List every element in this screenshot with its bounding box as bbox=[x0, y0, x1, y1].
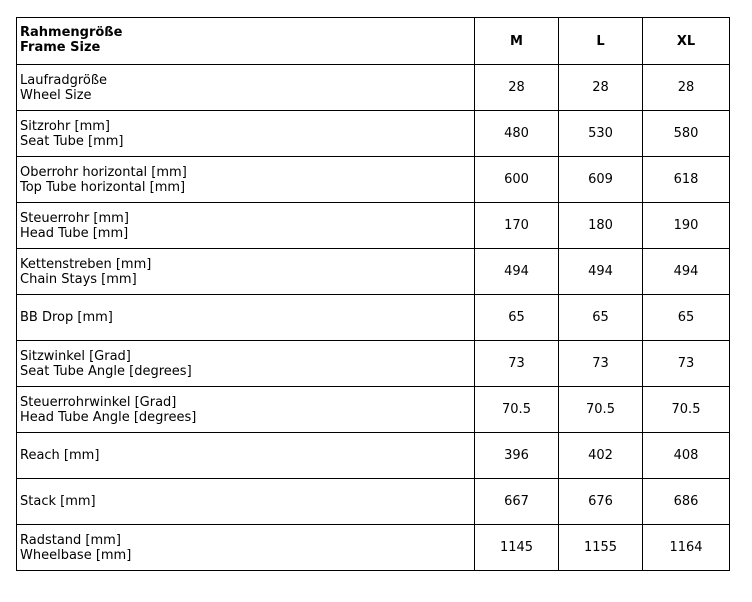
row-label-de: Stack [mm] bbox=[20, 494, 96, 509]
row-label bbox=[17, 341, 475, 387]
value-cell-xl: 190 bbox=[643, 203, 730, 249]
value-cell-xl: 408 bbox=[643, 433, 730, 479]
size-header-l: L bbox=[559, 18, 643, 65]
table-row bbox=[17, 157, 730, 203]
row-label-de: Reach [mm] bbox=[20, 448, 100, 463]
row-label-de: Laufradgröße bbox=[20, 72, 108, 88]
value-cell-l: 28 bbox=[559, 65, 643, 111]
value-cell-m: 667 bbox=[475, 479, 559, 525]
row-label-en: Head Tube Angle [degrees] bbox=[20, 409, 197, 425]
value-cell-m: 494 bbox=[475, 249, 559, 295]
row-label-en: Chain Stays [mm] bbox=[20, 271, 137, 287]
value-cell-xl: 494 bbox=[643, 249, 730, 295]
value-cell-m: 65 bbox=[475, 295, 559, 341]
table-row bbox=[17, 479, 730, 525]
value-cell-xl: 70.5 bbox=[643, 387, 730, 433]
frame-size-label-en: Frame Size bbox=[20, 40, 101, 55]
size-header-m: M bbox=[475, 18, 559, 65]
row-label-de: Steuerrohr [mm] bbox=[20, 210, 129, 226]
value-cell-m: 73 bbox=[475, 341, 559, 387]
row-label bbox=[17, 479, 475, 525]
value-cell-m: 170 bbox=[475, 203, 559, 249]
size-header-xl: XL bbox=[643, 18, 730, 65]
row-label-de: Sitzwinkel [Grad] bbox=[20, 348, 131, 364]
value-cell-l: 494 bbox=[559, 249, 643, 295]
value-cell-xl: 65 bbox=[643, 295, 730, 341]
row-label-en: Wheel Size bbox=[20, 87, 92, 103]
table-row bbox=[17, 249, 730, 295]
table-row bbox=[17, 203, 730, 249]
value-cell-l: 402 bbox=[559, 433, 643, 479]
value-cell-xl: 580 bbox=[643, 111, 730, 157]
table-row bbox=[17, 387, 730, 433]
value-cell-l: 65 bbox=[559, 295, 643, 341]
header-row bbox=[17, 18, 730, 65]
row-label bbox=[17, 157, 475, 203]
row-label-en: Wheelbase [mm] bbox=[20, 547, 132, 563]
geometry-table-body bbox=[17, 18, 730, 571]
value-cell-m: 396 bbox=[475, 433, 559, 479]
value-cell-m: 480 bbox=[475, 111, 559, 157]
frame-size-label-de: Rahmengröße bbox=[20, 25, 123, 40]
value-cell-m: 1145 bbox=[475, 525, 559, 571]
row-label-de: BB Drop [mm] bbox=[20, 310, 113, 325]
row-label-en: Seat Tube Angle [degrees] bbox=[20, 363, 192, 379]
table-row bbox=[17, 525, 730, 571]
value-cell-xl: 28 bbox=[643, 65, 730, 111]
row-label bbox=[17, 387, 475, 433]
frame-size-header bbox=[17, 18, 475, 65]
row-label bbox=[17, 111, 475, 157]
table-row bbox=[17, 111, 730, 157]
value-cell-l: 609 bbox=[559, 157, 643, 203]
table-row bbox=[17, 341, 730, 387]
geometry-table bbox=[16, 17, 730, 571]
value-cell-l: 73 bbox=[559, 341, 643, 387]
value-cell-m: 600 bbox=[475, 157, 559, 203]
row-label-en: Head Tube [mm] bbox=[20, 225, 129, 241]
row-label-de: Radstand [mm] bbox=[20, 532, 121, 548]
value-cell-xl: 1164 bbox=[643, 525, 730, 571]
value-cell-l: 1155 bbox=[559, 525, 643, 571]
row-label-de: Oberrohr horizontal [mm] bbox=[20, 164, 187, 180]
row-label bbox=[17, 65, 475, 111]
row-label bbox=[17, 433, 475, 479]
row-label-de: Sitzrohr [mm] bbox=[20, 118, 110, 134]
value-cell-xl: 618 bbox=[643, 157, 730, 203]
table-row bbox=[17, 295, 730, 341]
value-cell-l: 180 bbox=[559, 203, 643, 249]
value-cell-l: 530 bbox=[559, 111, 643, 157]
value-cell-l: 70.5 bbox=[559, 387, 643, 433]
row-label-de: Steuerrohrwinkel [Grad] bbox=[20, 394, 177, 410]
row-label-en: Seat Tube [mm] bbox=[20, 133, 124, 149]
value-cell-xl: 73 bbox=[643, 341, 730, 387]
row-label bbox=[17, 203, 475, 249]
value-cell-m: 70.5 bbox=[475, 387, 559, 433]
table-row bbox=[17, 65, 730, 111]
value-cell-l: 676 bbox=[559, 479, 643, 525]
row-label bbox=[17, 249, 475, 295]
value-cell-xl: 686 bbox=[643, 479, 730, 525]
table-row bbox=[17, 433, 730, 479]
row-label bbox=[17, 295, 475, 341]
row-label-de: Kettenstreben [mm] bbox=[20, 256, 152, 272]
row-label-en: Top Tube horizontal [mm] bbox=[20, 179, 186, 195]
value-cell-m: 28 bbox=[475, 65, 559, 111]
row-label bbox=[17, 525, 475, 571]
